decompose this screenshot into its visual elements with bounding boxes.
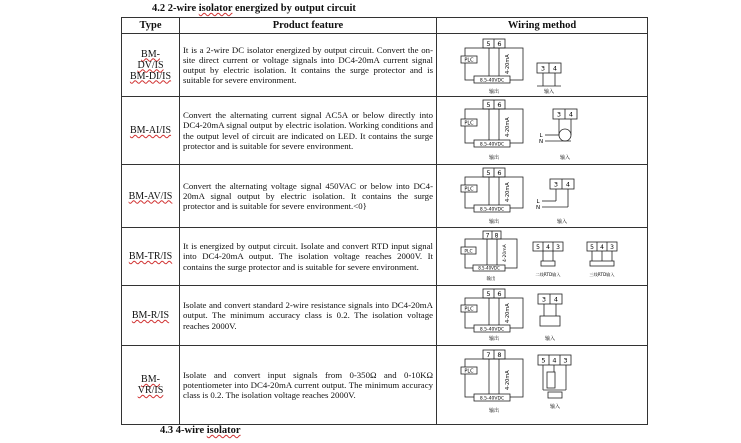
svg-text:4: 4 xyxy=(600,244,604,251)
table-row xyxy=(122,228,648,286)
svg-text:6: 6 xyxy=(497,101,502,109)
svg-text:6: 6 xyxy=(497,290,502,298)
model-type: BM-TR/IS xyxy=(122,228,180,286)
svg-text:二线RTD输入: 二线RTD输入 xyxy=(535,272,561,277)
svg-text:3: 3 xyxy=(540,64,546,73)
svg-text:3: 3 xyxy=(556,244,560,251)
svg-text:输出: 输出 xyxy=(488,219,500,225)
svg-text:5: 5 xyxy=(486,101,491,109)
svg-text:6: 6 xyxy=(497,40,502,48)
svg-text:输出: 输出 xyxy=(488,336,500,342)
svg-text:6: 6 xyxy=(497,169,502,177)
wiring-diagram-vr xyxy=(437,346,648,424)
svg-text:5: 5 xyxy=(486,290,491,298)
svg-text:3: 3 xyxy=(553,180,559,189)
svg-text:3: 3 xyxy=(563,356,568,365)
svg-text:8.5-40VDC: 8.5-40VDC xyxy=(479,142,505,148)
svg-text:5: 5 xyxy=(590,244,594,251)
product-feature: Convert the alternating voltage signal 450VAC or below into DC4-20mA signal output by electric isolation. It contains the surge protector and is suitable for severe environment.<0} xyxy=(180,165,437,228)
svg-text:L: L xyxy=(536,199,540,205)
svg-text:8.5-40VDC: 8.5-40VDC xyxy=(479,396,505,402)
svg-text:4-20mA: 4-20mA xyxy=(505,182,511,202)
product-feature: It is energized by output circuit. Isolate and convert RTD input signal into DC4-20mA output. The isolation voltage reaches 2000V. It contains the surge protector and is suitable for severe environment. xyxy=(180,228,437,286)
svg-text:3: 3 xyxy=(556,110,562,119)
svg-text:4: 4 xyxy=(552,356,557,365)
table-row xyxy=(122,286,648,346)
svg-text:4-20mA: 4-20mA xyxy=(505,370,511,390)
svg-text:L: L xyxy=(539,133,543,139)
svg-text:5: 5 xyxy=(486,169,491,177)
svg-text:输入: 输入 xyxy=(549,404,561,410)
wiring-diagram-ai xyxy=(437,97,648,164)
svg-text:3: 3 xyxy=(541,295,547,304)
wiring-diagram xyxy=(437,346,648,425)
table-row xyxy=(122,346,648,425)
isolator-spec-table xyxy=(121,17,648,425)
svg-text:8.5-40VDC: 8.5-40VDC xyxy=(479,207,505,213)
column-header-type: Type xyxy=(122,18,180,34)
model-type: BM-AI/IS xyxy=(122,97,180,165)
model-type: BM-AV/IS xyxy=(122,165,180,228)
wiring-diagram-r xyxy=(437,286,648,345)
svg-text:4: 4 xyxy=(565,180,571,189)
svg-text:输入: 输入 xyxy=(543,89,555,95)
svg-text:PLC: PLC xyxy=(464,368,474,375)
svg-text:4: 4 xyxy=(553,295,559,304)
wiring-diagram-tr xyxy=(437,228,648,285)
wiring-diagram xyxy=(437,286,648,346)
svg-text:7: 7 xyxy=(486,351,491,359)
svg-text:4-20mA: 4-20mA xyxy=(505,117,511,137)
wiring-diagram xyxy=(437,165,648,228)
product-feature: Convert the alternating current signal AC5A or below directly into DC4-20mA signal output by electric isolation. Working conditions and the output level of circuit are indicated on LED. It contains the surge protector and is suitable for severe environment. xyxy=(180,97,437,165)
svg-text:4: 4 xyxy=(546,244,550,251)
svg-text:4: 4 xyxy=(552,64,558,73)
svg-text:8.5-40VDC: 8.5-40VDC xyxy=(479,327,505,333)
svg-text:输出: 输出 xyxy=(488,89,500,95)
svg-text:4-20mA: 4-20mA xyxy=(505,303,511,323)
model-type: BM- VR/IS xyxy=(122,346,180,425)
svg-text:PLC: PLC xyxy=(464,186,474,193)
svg-text:5: 5 xyxy=(486,40,491,48)
svg-text:输出: 输出 xyxy=(488,408,500,414)
svg-text:4-20mA: 4-20mA xyxy=(505,54,511,74)
svg-text:5: 5 xyxy=(541,356,546,365)
svg-text:8: 8 xyxy=(494,232,499,240)
svg-text:8.5-40VDC: 8.5-40VDC xyxy=(479,78,505,84)
svg-text:PLC: PLC xyxy=(464,249,473,255)
svg-text:输出: 输出 xyxy=(486,277,496,282)
svg-text:N: N xyxy=(535,205,541,211)
wiring-diagram-av xyxy=(437,165,648,227)
model-type: BM-R/IS xyxy=(122,286,180,346)
svg-text:4-20mA: 4-20mA xyxy=(503,244,508,262)
product-feature: It is a 2-wire DC isolator energized by output circuit. Convert the on-site direct current or voltage signals into DC4-20mA current signal output by electric isolation. It contains the surge protector and is suitable for severe environment. xyxy=(180,34,437,97)
column-header-wiring: Wiring method xyxy=(437,18,648,34)
svg-text:三线RTD输入: 三线RTD输入 xyxy=(589,272,615,277)
svg-text:5: 5 xyxy=(536,244,540,251)
model-type: BM- DV/IS BM-DI/IS xyxy=(122,34,180,97)
svg-text:输入: 输入 xyxy=(544,336,556,342)
product-feature: Isolate and convert input signals from 0-350Ω and 0-10KΩ potentiometer into DC4-20mA current output. The minimum accuracy class is 0.2. The isolation voltage reaches 2000V. xyxy=(180,346,437,425)
svg-text:3: 3 xyxy=(610,244,614,251)
svg-text:4: 4 xyxy=(568,110,574,119)
svg-text:7: 7 xyxy=(485,232,490,240)
table-row xyxy=(122,165,648,228)
section-heading-4-3: 4.3 4-wire isolator xyxy=(160,425,241,436)
table-row xyxy=(122,97,648,165)
svg-text:PLC: PLC xyxy=(464,57,474,64)
wiring-diagram-dv-di xyxy=(437,34,648,96)
wiring-diagram xyxy=(437,97,648,165)
svg-text:PLC: PLC xyxy=(464,120,474,127)
svg-text:输入: 输入 xyxy=(559,155,571,161)
svg-text:8: 8 xyxy=(497,351,502,359)
table-row xyxy=(122,34,648,97)
svg-text:输入: 输入 xyxy=(556,219,568,225)
svg-text:8.5-40VDC: 8.5-40VDC xyxy=(478,265,500,271)
wiring-diagram xyxy=(437,228,648,286)
section-heading-4-2: 4.2 2-wire isolator energized by output circuit xyxy=(152,3,356,14)
svg-text:输出: 输出 xyxy=(488,155,500,161)
wiring-diagram xyxy=(437,34,648,97)
svg-text:N: N xyxy=(538,139,544,145)
product-feature: Isolate and convert standard 2-wire resistance signals into DC4-20mA output. The minimum accuracy class is 0.2. The isolation voltage reaches 2000V. xyxy=(180,286,437,346)
column-header-feature: Product feature xyxy=(180,18,437,34)
svg-text:PLC: PLC xyxy=(464,306,474,313)
